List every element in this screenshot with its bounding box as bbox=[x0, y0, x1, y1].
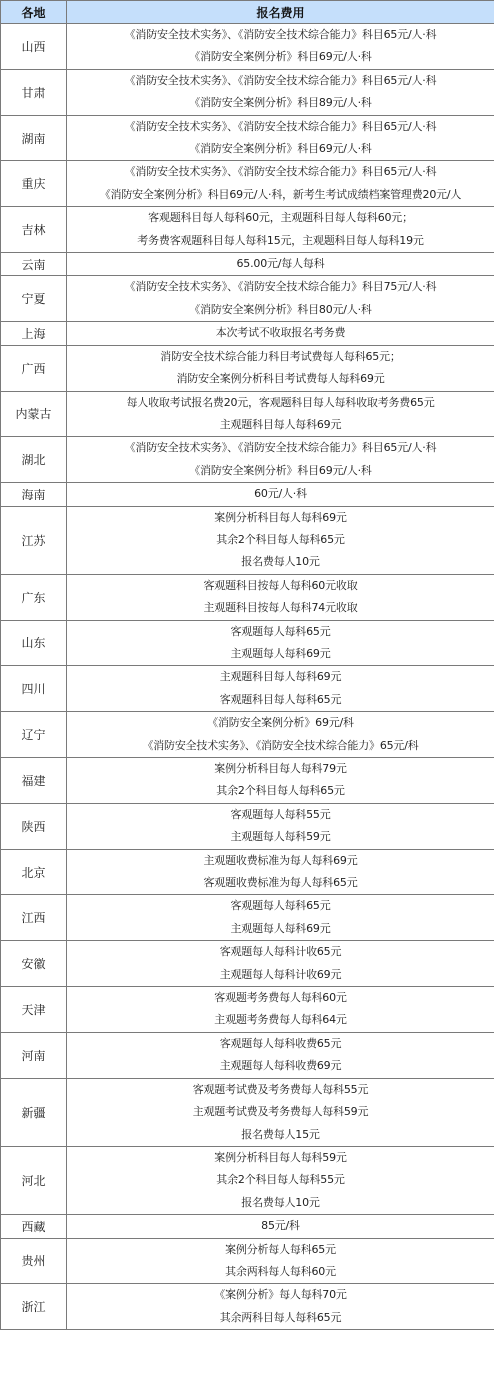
table-row bbox=[1, 849, 494, 895]
fee-line: 《消防安全技术实务》、《消防安全技术综合能力》科目65元/人·科 bbox=[124, 165, 437, 179]
fee-line: 主观题每人每科69元 bbox=[230, 921, 331, 935]
region-cell: 重庆 bbox=[1, 161, 67, 207]
fee-line: 客观题收费标准为每人每科65元 bbox=[203, 876, 358, 890]
fee-cell bbox=[67, 803, 494, 849]
fee-line: 客观题科目每人每科60元，主观题科目每人每科60元； bbox=[148, 211, 413, 225]
table-row bbox=[1, 115, 494, 161]
table-row bbox=[1, 253, 494, 276]
region-cell: 辽宁 bbox=[1, 712, 67, 758]
region-cell: 云南 bbox=[1, 253, 67, 276]
fee-line: 主观题考务费每人每科64元 bbox=[214, 1013, 347, 1027]
fee-line: 报名费每人10元 bbox=[241, 555, 320, 569]
fee-cell bbox=[67, 1078, 494, 1146]
fee-line: 《消防安全案例分析》科目69元/人·科 bbox=[189, 463, 372, 477]
fee-line: 案例分析科目每人每科69元 bbox=[214, 510, 347, 524]
fee-line: 主观题科目每人每科69元 bbox=[219, 417, 342, 431]
fee-line: 主观题每人每科69元 bbox=[230, 646, 331, 660]
fee-cell bbox=[67, 69, 494, 115]
fee-cell bbox=[67, 712, 494, 758]
region-cell: 甘肃 bbox=[1, 69, 67, 115]
fee-line: 其余2个科目每人每科65元 bbox=[216, 784, 345, 798]
fee-line: 《消防安全案例分析》科目69元/人·科 bbox=[189, 50, 372, 64]
region-cell: 北京 bbox=[1, 849, 67, 895]
fee-cell bbox=[67, 666, 494, 712]
fee-cell bbox=[67, 253, 494, 276]
table-row bbox=[1, 1284, 494, 1330]
region-cell: 贵州 bbox=[1, 1238, 67, 1284]
region-cell: 江西 bbox=[1, 895, 67, 941]
fee-line: 《消防安全技术实务》、《消防安全技术综合能力》科目75元/人·科 bbox=[124, 280, 437, 294]
fee-cell bbox=[67, 276, 494, 322]
region-cell: 陕西 bbox=[1, 803, 67, 849]
fee-cell bbox=[67, 506, 494, 574]
table-row bbox=[1, 941, 494, 987]
fee-line: 《消防安全技术实务》、《消防安全技术综合能力》65元/科 bbox=[142, 738, 419, 752]
fee-line: 《消防安全案例分析》科目69元/人·科，新考生考试成绩档案管理费20元/人 bbox=[99, 187, 462, 201]
table-row bbox=[1, 161, 494, 207]
region-cell: 山东 bbox=[1, 620, 67, 666]
table-row bbox=[1, 276, 494, 322]
fee-line: 客观题每人每科65元 bbox=[230, 899, 331, 913]
fee-line: 客观题科目每人每科65元 bbox=[219, 692, 342, 706]
fee-cell bbox=[67, 758, 494, 804]
table-row bbox=[1, 574, 494, 620]
region-cell: 吉林 bbox=[1, 207, 67, 253]
header-region: 各地 bbox=[1, 1, 67, 24]
fee-line: 每人收取考试报名费20元，客观题科目每人每科收取考务费65元 bbox=[126, 395, 435, 409]
region-cell: 西藏 bbox=[1, 1215, 67, 1238]
fee-cell bbox=[67, 24, 494, 70]
region-cell: 江苏 bbox=[1, 506, 67, 574]
fee-line: 《消防安全案例分析》科目80元/人·科 bbox=[189, 302, 372, 316]
fee-cell bbox=[67, 391, 494, 437]
table-row bbox=[1, 506, 494, 574]
fee-cell bbox=[67, 574, 494, 620]
region-cell: 天津 bbox=[1, 987, 67, 1033]
fee-cell bbox=[67, 345, 494, 391]
fee-line: 其余两科每人每科60元 bbox=[225, 1264, 336, 1278]
table-row bbox=[1, 666, 494, 712]
region-cell: 山西 bbox=[1, 24, 67, 70]
fee-cell bbox=[67, 1215, 494, 1238]
table-row bbox=[1, 712, 494, 758]
fee-line: 客观题每人每科收费65元 bbox=[219, 1036, 342, 1050]
region-cell: 湖南 bbox=[1, 115, 67, 161]
fee-line: 《消防安全技术实务》、《消防安全技术综合能力》科目65元/人·科 bbox=[124, 28, 437, 41]
fee-cell bbox=[67, 1238, 494, 1284]
table-row bbox=[1, 207, 494, 253]
region-cell: 上海 bbox=[1, 322, 67, 345]
table-row bbox=[1, 391, 494, 437]
fee-line: 消防安全技术综合能力科目考试费每人每科65元； bbox=[160, 349, 401, 363]
fee-line: 《消防安全技术实务》、《消防安全技术综合能力》科目65元/人·科 bbox=[124, 119, 437, 133]
fee-cell bbox=[67, 987, 494, 1033]
table-row bbox=[1, 803, 494, 849]
region-cell: 浙江 bbox=[1, 1284, 67, 1330]
region-cell: 宁夏 bbox=[1, 276, 67, 322]
table-row bbox=[1, 1032, 494, 1078]
fee-cell bbox=[67, 322, 494, 345]
fee-line: 《消防安全案例分析》科目69元/人·科 bbox=[189, 142, 372, 156]
region-cell: 河南 bbox=[1, 1032, 67, 1078]
fee-line: 《案例分析》每人每科70元 bbox=[214, 1288, 347, 1302]
fee-line: 主观题科目按每人每科74元收取 bbox=[203, 601, 358, 615]
table-row bbox=[1, 69, 494, 115]
table-row bbox=[1, 987, 494, 1033]
fee-cell bbox=[67, 1032, 494, 1078]
fee-line: 《消防安全技术实务》、《消防安全技术综合能力》科目65元/人·科 bbox=[124, 73, 437, 87]
table-row bbox=[1, 437, 494, 483]
fee-line: 案例分析每人每科65元 bbox=[225, 1242, 336, 1256]
fee-cell bbox=[67, 161, 494, 207]
fee-cell bbox=[67, 1284, 494, 1330]
region-cell: 内蒙古 bbox=[1, 391, 67, 437]
fee-line: 其余2个科目每人每科55元 bbox=[216, 1173, 345, 1187]
table-body bbox=[1, 24, 494, 1330]
region-cell: 四川 bbox=[1, 666, 67, 712]
fee-cell bbox=[67, 437, 494, 483]
fee-line: 客观题考试费及考务费每人每科55元 bbox=[192, 1082, 369, 1096]
fee-line: 本次考试不收取报名考务费 bbox=[215, 326, 346, 340]
fee-line: 报名费每人10元 bbox=[241, 1195, 320, 1209]
fee-line: 主观题考试费及考务费每人每科59元 bbox=[192, 1105, 369, 1119]
fee-line: 客观题每人每科计收65元 bbox=[219, 945, 342, 959]
fee-cell bbox=[67, 115, 494, 161]
table-row bbox=[1, 1215, 494, 1238]
fee-line: 案例分析科目每人每科79元 bbox=[214, 762, 347, 775]
fee-line: 主观题每人每科59元 bbox=[230, 830, 331, 844]
table-row bbox=[1, 1146, 494, 1214]
table-row bbox=[1, 24, 494, 70]
table-row bbox=[1, 758, 494, 804]
fee-line: 《消防安全案例分析》69元/科 bbox=[207, 716, 354, 730]
region-cell: 福建 bbox=[1, 758, 67, 804]
fee-cell bbox=[67, 1146, 494, 1214]
fee-line: 客观题科目按每人每科60元收取 bbox=[203, 578, 358, 592]
table-row bbox=[1, 1238, 494, 1284]
fee-cell bbox=[67, 941, 494, 987]
fee-line: 主观题科目每人每科69元 bbox=[219, 670, 342, 684]
fee-cell bbox=[67, 620, 494, 666]
region-cell: 广东 bbox=[1, 574, 67, 620]
fee-line: 客观题每人每科65元 bbox=[230, 624, 331, 638]
fee-line: 客观题每人每科55元 bbox=[230, 807, 331, 821]
fee-cell bbox=[67, 895, 494, 941]
fee-line: 主观题每人每科收费69元 bbox=[219, 1059, 342, 1073]
fee-cell bbox=[67, 483, 494, 506]
table-row bbox=[1, 620, 494, 666]
fee-line: 主观题收费标准为每人每科69元 bbox=[203, 853, 358, 867]
fee-line: 《消防安全技术实务》、《消防安全技术综合能力》科目65元/人·科 bbox=[124, 441, 437, 455]
fee-line: 案例分析科目每人每科59元 bbox=[214, 1150, 347, 1164]
fee-line: 60元/人·科 bbox=[254, 487, 307, 501]
region-cell: 河北 bbox=[1, 1146, 67, 1214]
region-cell: 海南 bbox=[1, 483, 67, 506]
fee-line: 其余2个科目每人每科65元 bbox=[216, 532, 345, 546]
fee-line: 客观题考务费每人每科60元 bbox=[214, 991, 347, 1005]
table-row bbox=[1, 345, 494, 391]
fee-line: 考务费客观题科目每人每科15元，主观题科目每人每科19元 bbox=[137, 233, 424, 247]
fee-line: 65.00元/每人每科 bbox=[236, 257, 325, 271]
fee-line: 主观题每人每科计收69元 bbox=[219, 967, 342, 981]
region-cell: 新疆 bbox=[1, 1078, 67, 1146]
table-row bbox=[1, 322, 494, 345]
table-row bbox=[1, 895, 494, 941]
region-cell: 广西 bbox=[1, 345, 67, 391]
region-cell: 安徽 bbox=[1, 941, 67, 987]
fee-cell bbox=[67, 849, 494, 895]
table-row bbox=[1, 483, 494, 506]
fee-line: 报名费每人15元 bbox=[241, 1127, 320, 1141]
region-cell: 湖北 bbox=[1, 437, 67, 483]
fee-line: 其余两科目每人每科65元 bbox=[219, 1310, 342, 1324]
fee-line: 消防安全案例分析科目考试费每人每科69元 bbox=[176, 372, 385, 386]
fee-line: 《消防安全案例分析》科目89元/人·科 bbox=[189, 96, 372, 110]
fee-line: 85元/科 bbox=[261, 1219, 300, 1233]
table-row bbox=[1, 1078, 494, 1146]
fee-cell bbox=[67, 207, 494, 253]
header-row bbox=[1, 1, 494, 24]
header-fee: 报名费用 bbox=[67, 1, 494, 24]
